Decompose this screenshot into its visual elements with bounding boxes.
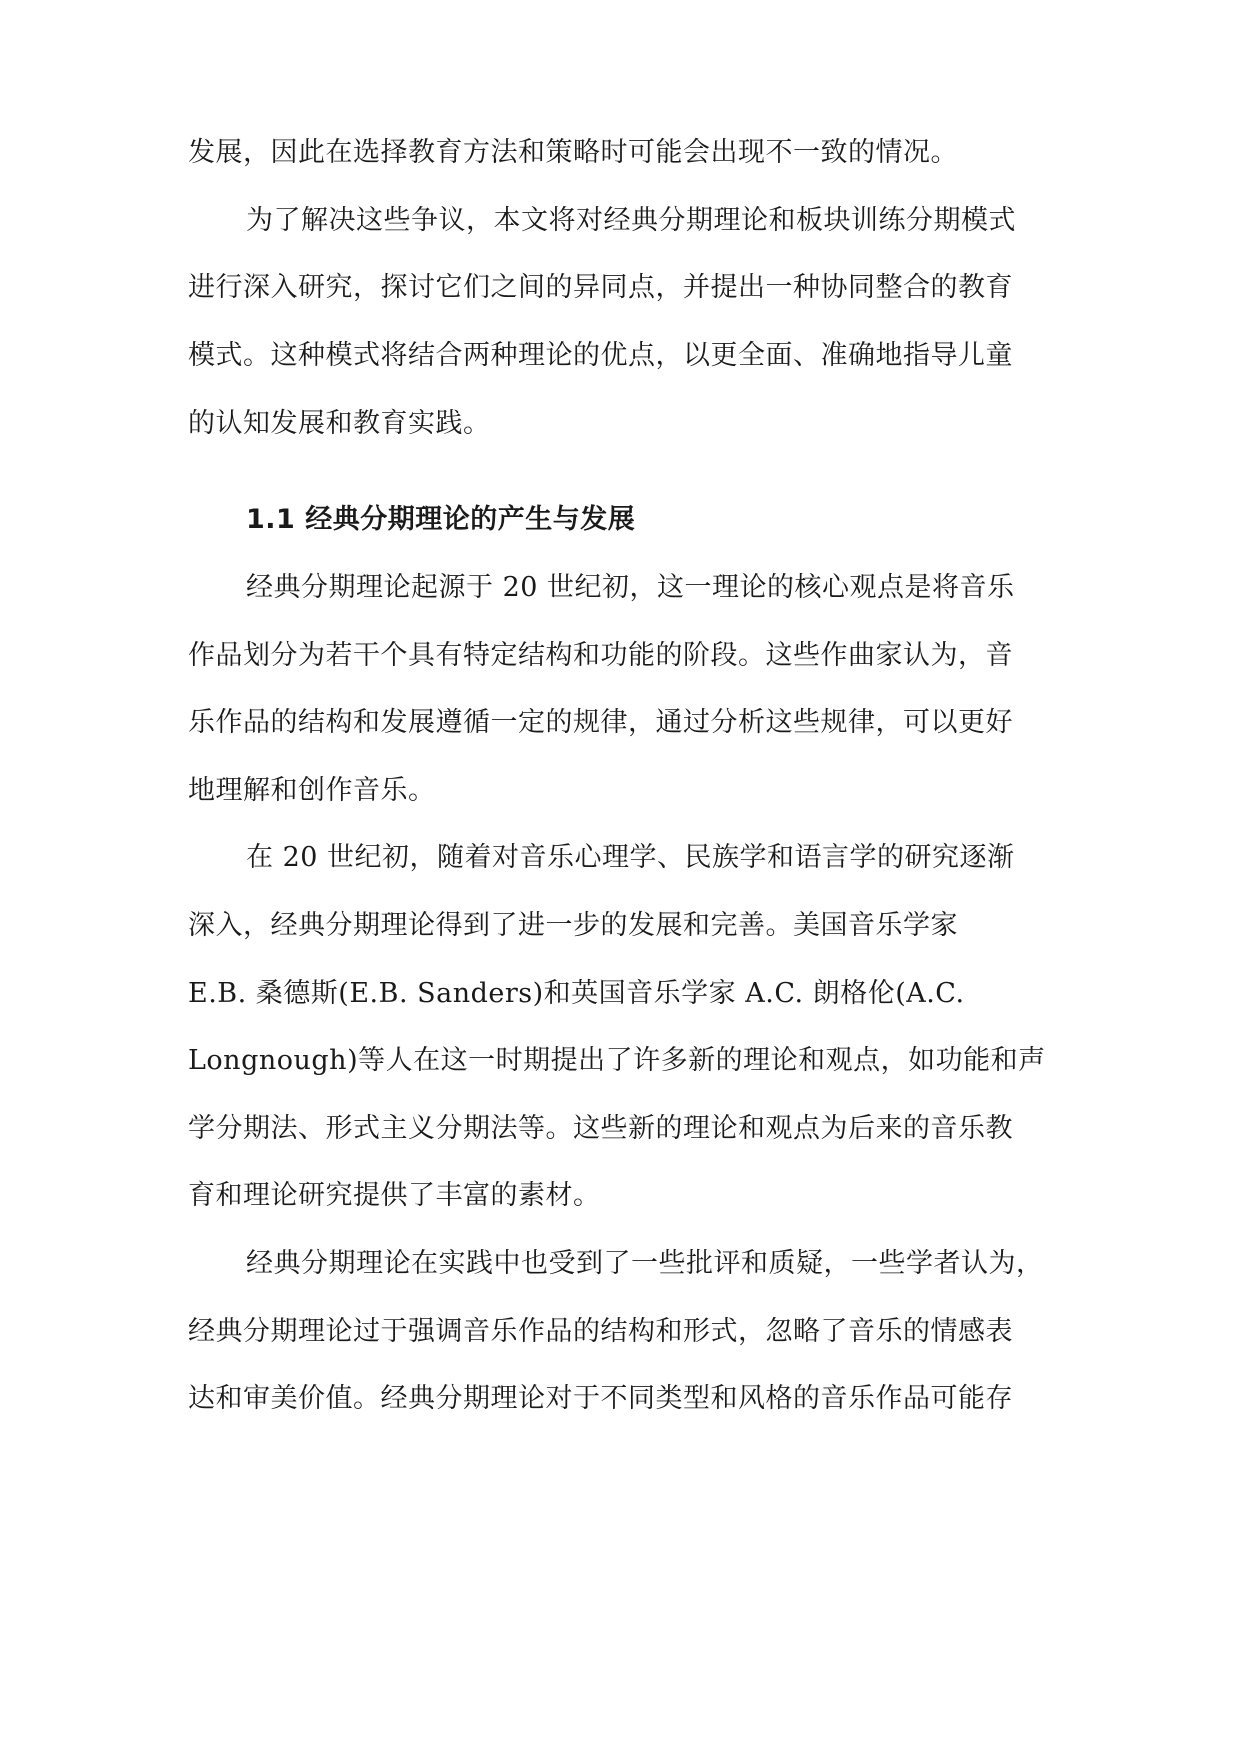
text-line: E.B. 桑德斯(E.B. Sanders)和英国音乐学家 A.C. 朗格伦(A.C. — [188, 978, 965, 1009]
text-line: 乐作品的结构和发展遵循一定的规律，通过分析这些规律，可以更好 — [188, 707, 1013, 738]
text-line: 经典分期理论在实践中也受到了一些批评和质疑，一些学者认为， — [246, 1248, 1044, 1279]
text-line: 经典分期理论过于强调音乐作品的结构和形式，忽略了音乐的情感表 — [188, 1316, 1013, 1347]
text-line: 在 20 世纪初，随着对音乐心理学、民族学和语言学的研究逐渐 — [246, 842, 1015, 873]
section-heading: 1.1 经典分期理论的产生与发展 — [246, 504, 636, 535]
text-line: 经典分期理论起源于 20 世纪初，这一理论的核心观点是将音乐 — [246, 572, 1015, 603]
text-line: 达和审美价值。经典分期理论对于不同类型和风格的音乐作品可能存 — [188, 1383, 1013, 1414]
text-line: 发展，因此在选择教育方法和策略时可能会出现不一致的情况。 — [188, 137, 958, 168]
text-line: 进行深入研究，探讨它们之间的异同点，并提出一种协同整合的教育 — [188, 272, 1013, 303]
text-line: 地理解和创作音乐。 — [188, 775, 436, 806]
text-line: Longnough)等人在这一时期提出了许多新的理论和观点，如功能和声 — [188, 1045, 1046, 1076]
text-line: 为了解决这些争议，本文将对经典分期理论和板块训练分期模式 — [246, 205, 1016, 236]
text-line: 模式。这种模式将结合两种理论的优点，以更全面、准确地指导儿童 — [188, 340, 1013, 371]
text-line: 的认知发展和教育实践。 — [188, 408, 491, 439]
text-line: 作品划分为若干个具有特定结构和功能的阶段。这些作曲家认为，音 — [188, 640, 1013, 671]
text-line: 深入，经典分期理论得到了进一步的发展和完善。美国音乐学家 — [188, 910, 958, 941]
text-line: 育和理论研究提供了丰富的素材。 — [188, 1180, 601, 1211]
text-line: 学分期法、形式主义分期法等。这些新的理论和观点为后来的音乐教 — [188, 1113, 1013, 1144]
